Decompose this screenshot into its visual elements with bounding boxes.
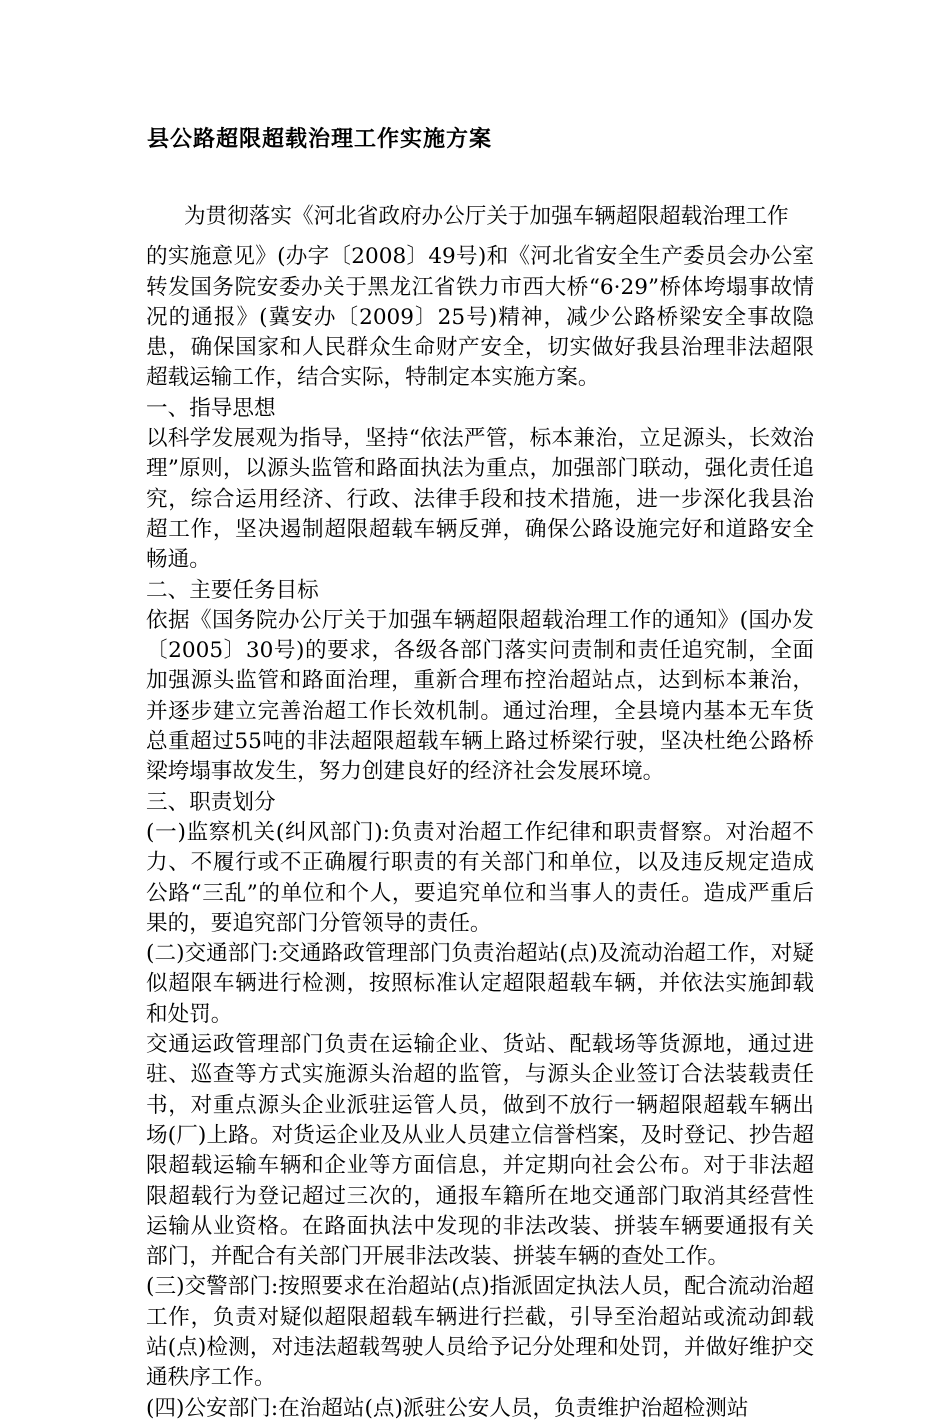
section-1-paragraph: 以科学发展观为指导，坚持“依法严管，标本兼治，立足源头，长效治理”原则，以源头监管和路面执法为重点，加强部门联动，强化责任追究，综合运用经济、行政、法律手段和技术措施，进一步深化我县治超工作，坚决遏制超限超载车辆反弹，确保公路设施完好和道路安全畅通。 [146,426,814,573]
section-1-heading: 一、指导思想 [146,395,276,421]
duty-item-3: (三)交警部门:按照要求在治超站(点)指派固定执法人员，配合流动治超工作，负责对疑似超限超载车辆进行拦截，引导至治超站或流动卸载站(点)检测，对违法超载驾驶人员给予记分处理和处罚，并做好维护交通秩序工作。 [146,1274,814,1391]
document-body [146,202,814,1424]
duty-item-1: (一)监察机关(纠风部门):负责对治超工作纪律和职责督察。对治超不力、不履行或不正确履行职责的有关部门和单位，以及违反规定造成公路“三乱”的单位和个人，要追究单位和当事人的责任。造成严重后果的，要追究部门分管领导的责任。 [146,819,814,936]
intro-first-line: 为贯彻落实《河北省政府办公厅关于加强车辆超限超载治理工作 [184,204,789,229]
document-title: 县公路超限超载治理工作实施方案 [147,126,493,152]
duty-item-2-continued: 交通运政管理部门负责在运输企业、货站、配载场等货源地，通过进驻、巡查等方式实施源头治超的监管，与源头企业签订合法装载责任书，对重点源头企业派驻运管人员，做到不放行一辆超限超载车辆出场(厂)上路。对货运企业及从业人员建立信誉档案，及时登记、抄告超限超载运输车辆和企业等方面信息，并定期向社会公布。对于非法超限超载行为登记超过三次的，通报车籍所在地交通部门取消其经营性运输从业资格。在路面执法中发现的非法改装、拼装车辆要通报有关部门，并配合有关部门开展非法改装、拼装车辆的查处工作。 [146,1032,814,1270]
intro-paragraph: 的实施意见》(办字〔2008〕49号)和《河北省安全生产委员会办公室转发国务院安委办关于黑龙江省铁力市西大桥“6·29”桥体垮塌事故情况的通报》(冀安办〔2009〕25号)精神，减少公路桥梁安全事故隐患，确保国家和人民群众生命财产安全，切实做好我县治理非法超限超载运输工作，结合实际，特制定本实施方案。 [146,244,814,391]
section-3-heading: 三、职责划分 [146,789,276,815]
section-2-heading: 二、主要任务目标 [146,577,319,603]
section-2-paragraph: 依据《国务院办公厅关于加强车辆超限超载治理工作的通知》(国办发〔2005〕30号)的要求，各级各部门落实问责制和责任追究制，全面加强源头监管和路面治理，重新合理布控治超站点，达到标本兼治，并逐步建立完善治超工作长效机制。通过治理，全县境内基本无车货总重超过55吨的非法超限超载车辆上路过桥梁行驶，坚决杜绝公路桥梁垮塌事故发生，努力创建良好的经济社会发展环境。 [146,607,814,785]
duty-item-2: (二)交通部门:交通路政管理部门负责治超站(点)及流动治超工作，对疑似超限车辆进行检测，按照标准认定超限超载车辆，并依法实施卸载和处罚。 [146,941,814,1027]
duty-item-4: (四)公安部门:在治超站(点)派驻公安人员，负责维护治超检测站 [146,1395,749,1421]
